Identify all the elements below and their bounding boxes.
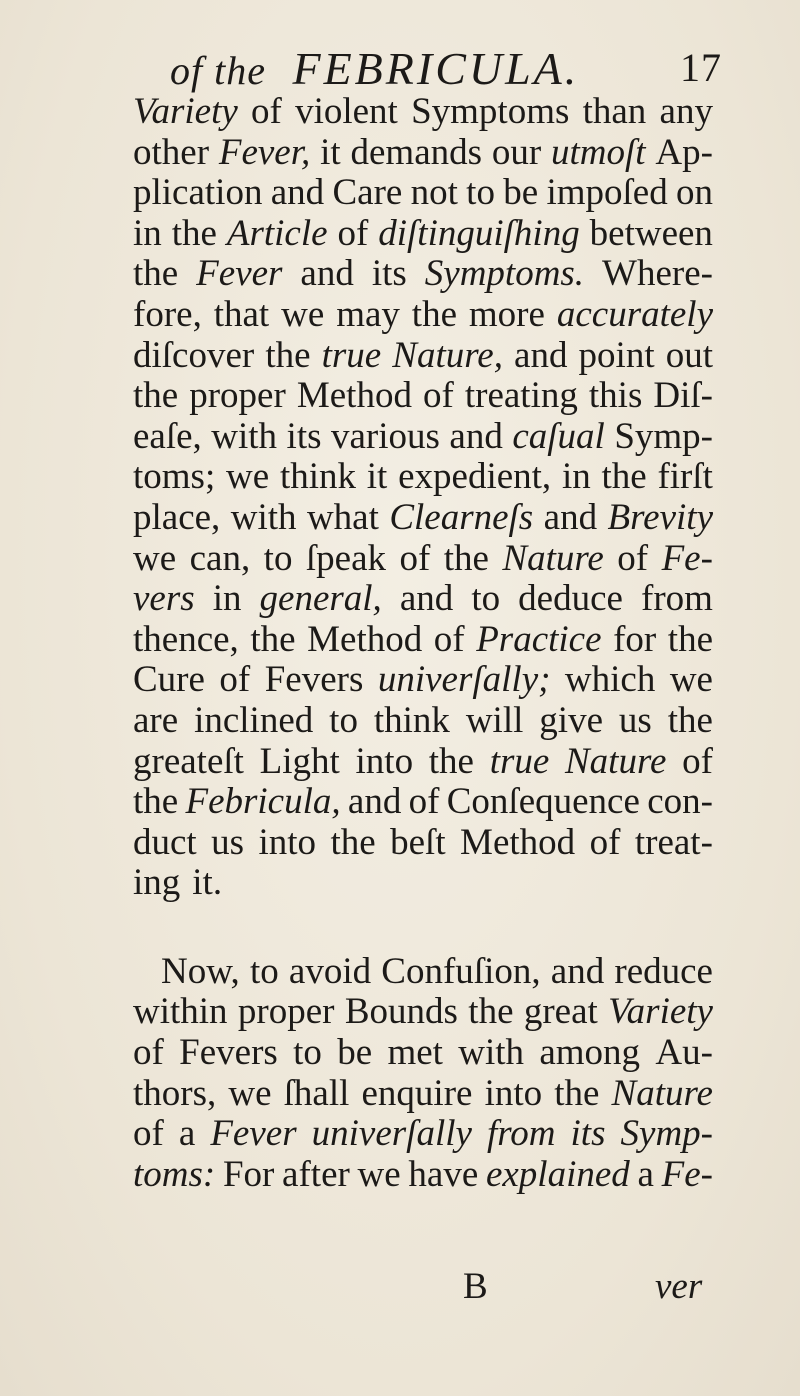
word: reduce — [614, 950, 713, 992]
word: treating — [464, 375, 578, 417]
word: vers — [133, 578, 195, 620]
text-line — [133, 863, 713, 904]
word: than — [582, 91, 647, 132]
word: Fe- — [661, 1153, 713, 1195]
paragraph — [133, 952, 713, 1196]
text-line — [133, 823, 713, 864]
word: of — [133, 1113, 164, 1155]
running-head-title: FEBRICULA. — [292, 43, 580, 94]
word: of — [682, 740, 713, 782]
word: think — [279, 456, 356, 498]
word: Ap- — [655, 131, 713, 173]
word: diſtinguiſhing — [378, 212, 580, 254]
word: and — [514, 334, 568, 376]
word: give — [539, 699, 603, 741]
word: enquire — [361, 1072, 473, 1114]
paragraph — [133, 92, 713, 904]
word: Fe- — [661, 537, 713, 579]
word: firſt — [657, 456, 713, 498]
word: Fever, — [218, 131, 311, 173]
word: into — [355, 740, 414, 782]
word: we — [226, 456, 270, 498]
word: Nature, — [392, 334, 503, 376]
word: us — [618, 699, 652, 741]
word: Symp- — [620, 1113, 713, 1155]
word: think — [373, 699, 450, 741]
running-head-prefix: of the — [170, 48, 266, 93]
word: point — [578, 334, 655, 376]
word: our — [491, 131, 542, 173]
word: Fever — [210, 1113, 297, 1155]
text-line — [133, 1033, 713, 1074]
text-line — [133, 1074, 713, 1115]
text-line — [133, 457, 713, 498]
word: of — [251, 91, 282, 132]
word: greateſt — [133, 740, 244, 782]
text-line — [133, 498, 713, 539]
word: proper — [189, 375, 286, 417]
text-line — [133, 660, 713, 701]
word: univerſally — [311, 1113, 472, 1155]
word: proper — [237, 991, 335, 1033]
word: of — [133, 1032, 164, 1074]
word: caſual — [512, 415, 605, 457]
body-text — [133, 92, 713, 1195]
word: expedient, — [398, 456, 552, 498]
word: the — [428, 740, 474, 782]
word: Variety — [133, 91, 238, 132]
word: the — [133, 781, 179, 823]
word: the — [250, 618, 296, 660]
word: the — [667, 618, 713, 660]
text-line — [133, 952, 713, 993]
word: with — [230, 496, 297, 538]
word: among — [539, 1032, 641, 1074]
word: it — [366, 456, 388, 498]
word: thence, — [133, 618, 239, 660]
word: and — [347, 781, 402, 823]
word: ing — [133, 862, 181, 904]
word: we — [669, 659, 713, 701]
text-line — [133, 173, 713, 214]
text-line — [133, 376, 713, 417]
text-line — [133, 701, 713, 742]
text-line — [133, 417, 713, 458]
word: any — [659, 91, 713, 132]
word: we — [228, 1072, 272, 1114]
word: Symptoms — [411, 91, 570, 132]
word: other — [133, 131, 210, 173]
word: this — [588, 375, 643, 417]
word: it. — [192, 862, 223, 904]
word: Clearneſs — [389, 496, 534, 538]
text-line — [133, 1114, 713, 1155]
text-line — [133, 742, 713, 783]
word: demands — [350, 131, 483, 173]
word: into — [484, 1072, 543, 1114]
word: to — [263, 537, 293, 579]
text-line — [133, 295, 713, 336]
word: a — [637, 1153, 654, 1195]
word: various — [331, 415, 440, 457]
word: ſhall — [283, 1072, 350, 1114]
word: Fever — [196, 253, 283, 295]
word: and — [543, 496, 598, 538]
word: and — [300, 253, 354, 295]
word: with — [458, 1032, 525, 1074]
word: it — [320, 131, 341, 173]
word: Method — [460, 821, 576, 863]
word: are — [133, 699, 179, 741]
word: in — [561, 456, 591, 498]
word: in — [212, 578, 242, 620]
page-footer — [133, 1265, 713, 1307]
word: with — [211, 415, 278, 457]
word: the — [443, 537, 489, 579]
text-line — [133, 992, 713, 1033]
word: its — [570, 1113, 606, 1155]
word: great — [523, 991, 598, 1033]
word: of — [589, 821, 621, 863]
word: to — [249, 950, 279, 992]
word: after — [282, 1153, 350, 1195]
word: accurately — [556, 293, 713, 335]
text-line — [133, 539, 713, 580]
word: to — [466, 172, 495, 214]
word: not — [410, 172, 458, 214]
word: of — [219, 659, 251, 701]
text-line — [133, 214, 713, 255]
word: the — [667, 699, 713, 741]
word: the — [601, 456, 647, 498]
text-line — [133, 1155, 713, 1196]
word: and — [399, 578, 454, 620]
word: met — [387, 1032, 443, 1074]
page-number: 17 — [680, 45, 722, 90]
word: can, — [189, 537, 251, 579]
word: of — [408, 781, 440, 823]
word: place, — [133, 496, 221, 538]
word: have — [408, 1153, 479, 1195]
word: explained — [485, 1153, 630, 1195]
word: to — [293, 1032, 322, 1074]
text-line — [133, 620, 713, 661]
word: the — [133, 253, 179, 295]
word: we — [281, 293, 325, 335]
word: duct — [133, 821, 197, 863]
word: con- — [647, 781, 713, 823]
word: plication — [133, 172, 263, 214]
word: thors, — [133, 1072, 217, 1114]
word: For — [222, 1153, 275, 1195]
text-line — [133, 579, 713, 620]
word: violent — [295, 91, 398, 132]
word: inclined — [194, 699, 314, 741]
word: Fevers — [264, 659, 364, 701]
word: the — [171, 212, 217, 254]
text-line — [133, 782, 713, 823]
word: treat- — [634, 821, 713, 863]
word: Bounds — [344, 991, 458, 1033]
word: the — [133, 375, 179, 417]
word: Light — [259, 740, 340, 782]
word: Practice — [476, 618, 602, 660]
word: Nature — [565, 740, 667, 782]
word: within — [133, 991, 228, 1033]
word: true — [321, 334, 382, 376]
word: on — [676, 172, 713, 214]
word: us — [211, 821, 245, 863]
word: will — [465, 699, 524, 741]
word: Febricula, — [185, 781, 341, 823]
word: the — [468, 991, 514, 1033]
word: may — [336, 293, 400, 335]
word: of — [617, 537, 649, 579]
signature-mark: B — [463, 1266, 488, 1307]
word: from — [641, 578, 713, 620]
word: of — [433, 618, 465, 660]
word: Method — [307, 618, 423, 660]
word: Diſ- — [653, 375, 713, 417]
word: and — [449, 415, 503, 457]
word: of — [399, 537, 431, 579]
word: Confuſion, — [381, 950, 541, 992]
word: Now, — [161, 950, 240, 992]
word: its — [286, 415, 322, 457]
word: fore, — [133, 293, 202, 335]
word: to — [471, 578, 501, 620]
word: true — [489, 740, 550, 782]
word: deduce — [518, 578, 623, 620]
word: out — [665, 334, 713, 376]
word: ſpeak — [305, 537, 387, 579]
word: toms: — [133, 1153, 216, 1195]
word: be — [503, 172, 539, 214]
word: for — [613, 618, 657, 660]
word: of — [337, 212, 369, 254]
word: diſcover — [133, 334, 255, 376]
word: be — [337, 1032, 373, 1074]
word: from — [486, 1113, 556, 1155]
word: in — [133, 212, 162, 254]
text-line — [133, 254, 713, 295]
word: the — [330, 821, 376, 863]
word: that — [213, 293, 270, 335]
word: utmoſt — [551, 131, 646, 173]
word: Nature — [502, 537, 604, 579]
word: what — [306, 496, 379, 538]
word: univerſally; — [377, 659, 551, 701]
word: the — [411, 293, 457, 335]
word: Variety — [608, 991, 713, 1033]
word: avoid — [288, 950, 372, 992]
word: and — [550, 950, 605, 992]
word: and — [270, 172, 325, 214]
word: Nature — [611, 1072, 713, 1114]
word: impoſed — [546, 172, 668, 214]
word: which — [564, 659, 656, 701]
word: we — [357, 1153, 401, 1195]
word: a — [178, 1113, 196, 1155]
word: the — [554, 1072, 600, 1114]
word: more — [468, 293, 545, 335]
catchword: ver — [655, 1266, 703, 1307]
word: beſt — [390, 821, 446, 863]
text-line — [133, 336, 713, 377]
word: Symp- — [614, 415, 713, 457]
word: Method — [296, 375, 412, 417]
word: Brevity — [607, 496, 713, 538]
word: Cure — [133, 659, 205, 701]
word: the — [265, 334, 311, 376]
word: Care — [332, 172, 403, 214]
text-line — [133, 92, 713, 133]
word: general, — [259, 578, 382, 620]
word: eaſe, — [133, 415, 202, 457]
word: Conſequence — [446, 781, 640, 823]
word: to — [329, 699, 358, 741]
text-line — [133, 133, 713, 174]
word: Symptoms. — [424, 253, 585, 295]
word: Au- — [655, 1032, 713, 1074]
word: Where- — [602, 253, 713, 295]
word: of — [422, 375, 454, 417]
word: toms; — [133, 456, 216, 498]
word: its — [371, 253, 407, 295]
word: we — [133, 537, 177, 579]
word: into — [258, 821, 317, 863]
paragraph-gap — [133, 904, 713, 952]
word: Fevers — [179, 1032, 278, 1074]
word: Article — [226, 212, 328, 254]
word: between — [589, 212, 713, 254]
